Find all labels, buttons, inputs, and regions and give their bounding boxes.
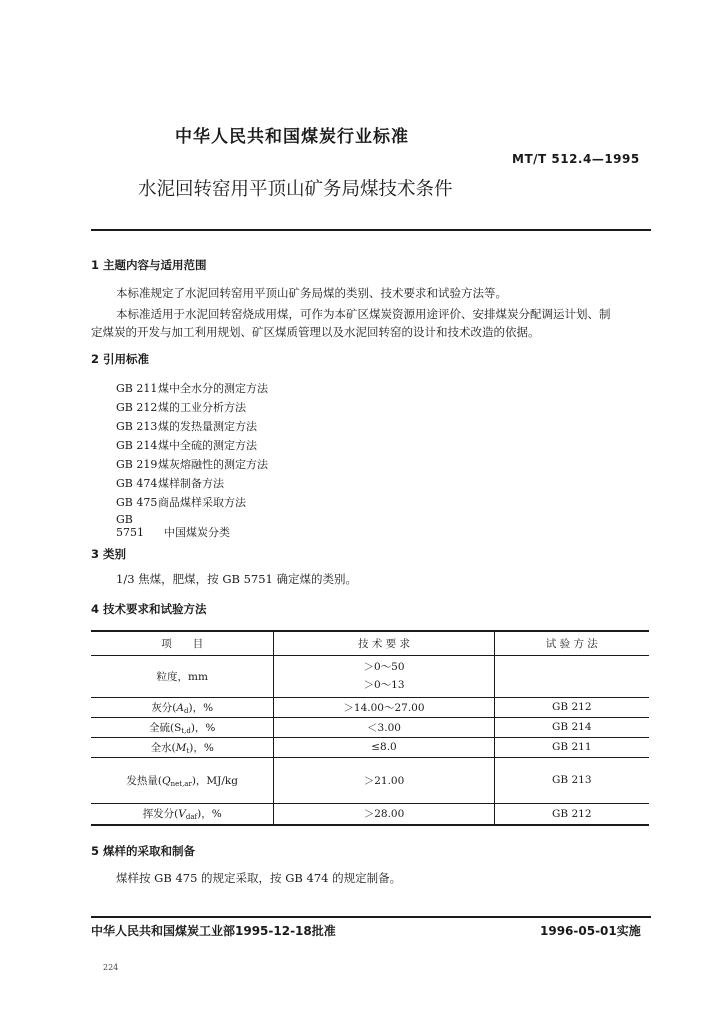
reference-title: 煤中全硫的测定方法 — [158, 439, 257, 452]
reference-item — [116, 418, 257, 434]
requirement-cell: ＜3.00 — [274, 717, 494, 737]
reference-item — [116, 513, 230, 540]
method-cell: GB 213 — [494, 757, 649, 803]
reference-title: 煤的工业分析方法 — [158, 401, 246, 414]
col-header-test-method: 试 验 方 法 — [494, 631, 649, 655]
requirement-cell — [274, 655, 494, 697]
reference-item — [116, 494, 246, 510]
effective-date: 1996-05-01实施 — [540, 924, 641, 938]
standard-code: MT/T 512.4—1995 — [512, 152, 640, 166]
item-cell: 发热量$(Q_{net,ar})$，MJ/kg — [91, 757, 274, 803]
section-3-para: 1/3 焦煤，肥煤，按 GB 5751 确定煤的类别。 — [116, 572, 358, 586]
method-cell: GB 214 — [494, 717, 649, 737]
section-1-para-1: 本标准规定了水泥回转窑用平顶山矿务局煤的类别、技术要求和试验方法等。 — [116, 286, 507, 300]
reference-title: 煤样制备方法 — [158, 477, 224, 490]
reference-item — [116, 380, 268, 396]
reference-code: GB 211 — [116, 382, 158, 395]
tech-requirements-table — [91, 630, 649, 826]
method-cell: GB 211 — [494, 737, 649, 757]
section-1-para-2-line-2: 定煤炭的开发与加工利用规划、矿区煤质管理以及水泥回转窑的设计和技术改造的依据。 — [91, 325, 540, 339]
section-2-heading: 2 引用标准 — [91, 352, 150, 366]
reference-title: 煤中全水分的测定方法 — [158, 382, 268, 395]
reference-title: 煤灰熔融性的测定方法 — [158, 458, 268, 471]
table-row — [91, 803, 649, 825]
table-row — [91, 717, 649, 737]
document-title: 水泥回转窑用平顶山矿务局煤技术条件 — [138, 179, 453, 200]
item-cell: 挥发分$(V_{daf})$，% — [91, 803, 274, 825]
requirement-cell: ＞14.00～27.00 — [274, 697, 494, 717]
reference-code: GB 5751 — [116, 513, 144, 539]
table-row — [91, 757, 649, 803]
page-number: 224 — [103, 963, 119, 972]
col-header-item: 项 目 — [91, 631, 274, 655]
header-rule — [91, 229, 651, 231]
item-cell: 灰分$(A_d)$，% — [91, 697, 274, 717]
requirement-line: ＞0～50 — [363, 661, 405, 673]
reference-code: GB 214 — [116, 439, 158, 452]
section-5-para: 煤样按 GB 475 的规定采取，按 GB 474 的规定制备。 — [116, 871, 402, 885]
reference-item — [116, 475, 224, 491]
section-1-heading: 1 主题内容与适用范围 — [91, 258, 207, 272]
reference-title: 煤的发热量测定方法 — [158, 420, 257, 433]
reference-title: 中国煤炭分类 — [164, 526, 230, 539]
item-cell: 全硫$(S_{t,d})$，% — [91, 717, 274, 737]
reference-code: GB 213 — [116, 420, 158, 433]
reference-code: GB 212 — [116, 401, 158, 414]
section-4-heading: 4 技术要求和试验方法 — [91, 602, 207, 616]
table-row — [91, 737, 649, 757]
section-1-para-2-line-1: 本标准适用于水泥回转窑烧成用煤，可作为本矿区煤炭资源用途评价、安排煤炭分配调运计划、制 — [116, 307, 611, 321]
reference-item — [116, 437, 257, 453]
approval-line: 中华人民共和国煤炭工业部1995-12-18批准 — [91, 924, 336, 938]
col-header-requirement: 技 术 要 求 — [274, 631, 494, 655]
reference-code: GB 475 — [116, 496, 158, 509]
reference-code: GB 219 — [116, 458, 158, 471]
reference-title: 商品煤样采取方法 — [158, 496, 246, 509]
method-cell: GB 212 — [494, 803, 649, 825]
requirement-cell: ≤8.0 — [274, 737, 494, 757]
requirement-cell: ＞28.00 — [274, 803, 494, 825]
reference-code: GB 474 — [116, 477, 158, 490]
reference-item — [116, 399, 246, 415]
requirement-line: ＞0～13 — [363, 679, 405, 691]
org-title: 中华人民共和国煤炭行业标准 — [175, 127, 409, 147]
requirement-cell: ＞21.00 — [274, 757, 494, 803]
item-cell: 粒度，mm — [91, 655, 274, 697]
table-row — [91, 697, 649, 717]
section-5-heading: 5 煤样的采取和制备 — [91, 844, 196, 858]
table-row — [91, 655, 649, 697]
section-3-heading: 3 类别 — [91, 547, 127, 561]
method-cell — [494, 655, 649, 697]
method-cell: GB 212 — [494, 697, 649, 717]
reference-item — [116, 456, 268, 472]
table-header-row — [91, 631, 649, 655]
item-cell: 全水$(M_t)$，% — [91, 737, 274, 757]
footer-rule — [91, 916, 651, 918]
